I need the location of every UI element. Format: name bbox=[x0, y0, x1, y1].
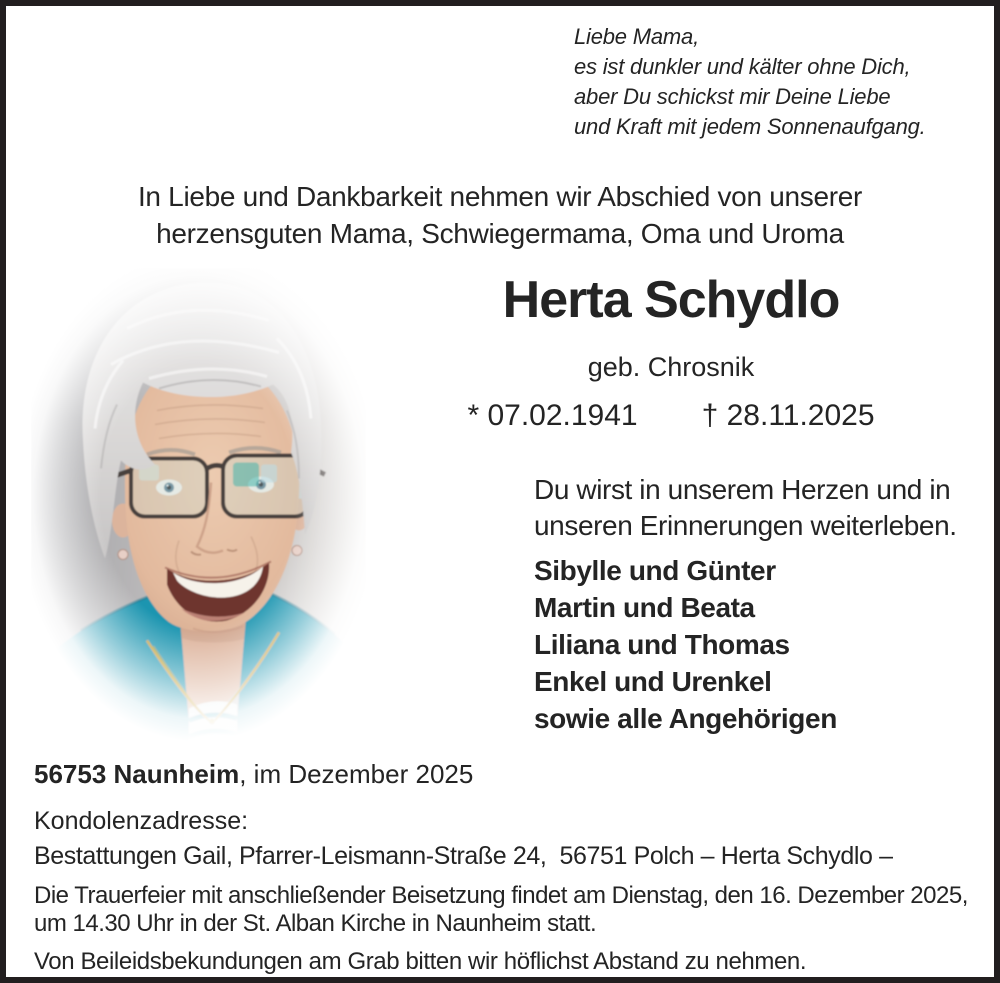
life-dates bbox=[406, 399, 936, 433]
deceased-name: Herta Schydlo bbox=[502, 271, 840, 329]
verse-line: aber Du schickst mir Deine Liebe bbox=[574, 84, 891, 109]
funeral-info-line2: um 14.30 Uhr in der St. Alban Kirche in Naunheim statt. bbox=[34, 910, 597, 937]
farewell-intro bbox=[6, 178, 994, 252]
mourners-list bbox=[534, 552, 837, 737]
portrait-illustration bbox=[31, 268, 366, 754]
opening-verse bbox=[574, 22, 926, 142]
earring bbox=[118, 550, 128, 560]
mourner-line: Sibylle und Günter bbox=[534, 555, 776, 586]
place-name: 56753 Naunheim bbox=[34, 759, 240, 789]
mourner-line: Enkel und Urenkel bbox=[534, 666, 772, 697]
place-date-line bbox=[34, 759, 473, 790]
tribute-line: Du wirst in unserem Herzen und in bbox=[534, 474, 951, 505]
tribute-text bbox=[534, 472, 957, 544]
funeral-info-line1: Die Trauerfeier mit anschließender Beisetzung findet am Dienstag, den 16. Dezember 2025, bbox=[34, 882, 968, 909]
deceased-photo bbox=[31, 268, 366, 754]
condolence-request: Von Beileidsbekundungen am Grab bitten wir höflichst Abstand zu nehmen. bbox=[34, 948, 807, 975]
tribute-line: unseren Erinnerungen weiterleben. bbox=[534, 510, 957, 541]
verse-line: es ist dunkler und kälter ohne Dich, bbox=[574, 54, 911, 79]
mourner-line: Liliana und Thomas bbox=[534, 629, 790, 660]
mourner-line: Martin und Beata bbox=[534, 592, 755, 623]
birth-date: * 07.02.1941 bbox=[467, 399, 638, 432]
death-date: † 28.11.2025 bbox=[701, 399, 875, 432]
mourner-line: sowie alle Angehörigen bbox=[534, 703, 837, 734]
verse-line: und Kraft mit jedem Sonnenaufgang. bbox=[574, 114, 926, 139]
maiden-name: geb. Chrosnik bbox=[587, 352, 755, 382]
place-date: , im Dezember 2025 bbox=[239, 759, 474, 789]
condolence-label: Kondolenzadresse: bbox=[34, 807, 249, 835]
verse-line: Liebe Mama, bbox=[574, 24, 699, 49]
intro-line: herzensguten Mama, Schwiegermama, Oma und Uroma bbox=[156, 218, 844, 249]
intro-line: In Liebe und Dankbarkeit nehmen wir Abschied von unserer bbox=[137, 181, 863, 212]
condolence-address: Bestattungen Gail, Pfarrer-Leismann-Straße 24, 56751 Polch – Herta Schydlo – bbox=[34, 842, 893, 870]
